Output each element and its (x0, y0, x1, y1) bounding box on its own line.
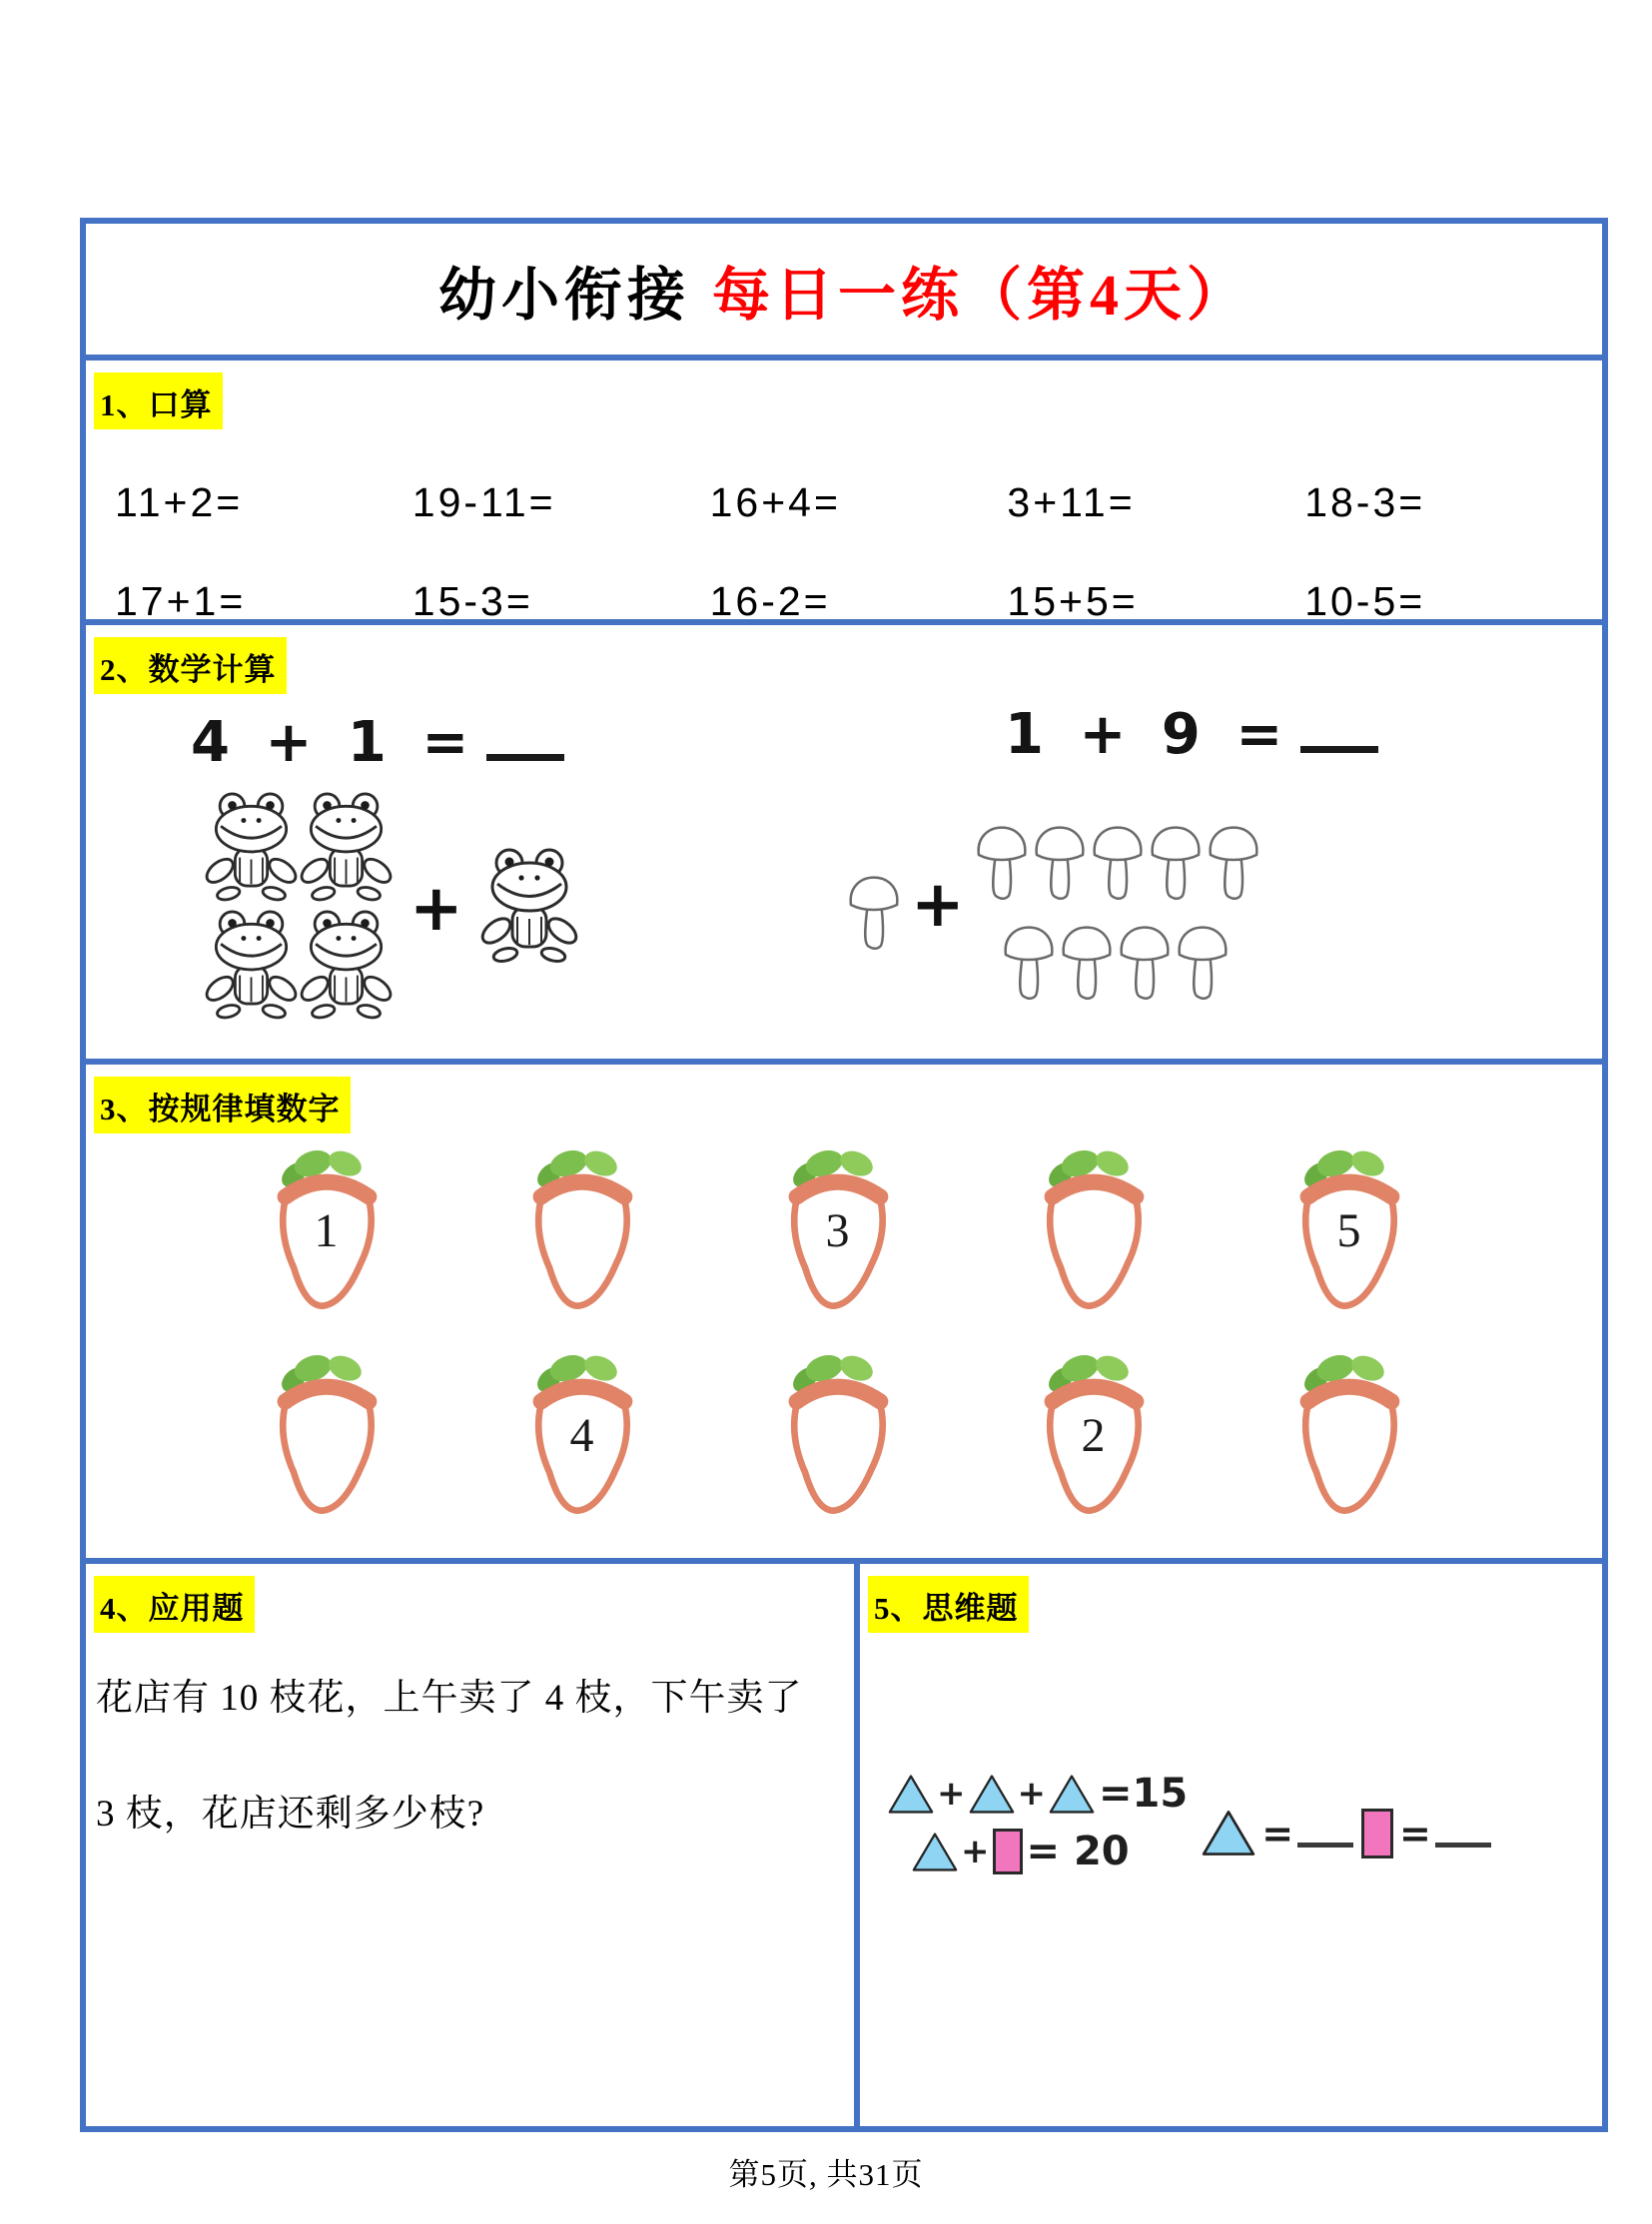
frog-picture-group (204, 791, 845, 1027)
arithmetic-row-1 (86, 479, 1602, 526)
frog-equation: 4 + 1 = (191, 710, 845, 775)
answer-area (1202, 1805, 1499, 1861)
section-thinking-problem (860, 1564, 1602, 2126)
strawberry-cell (260, 1141, 393, 1324)
frog-icon (299, 791, 394, 909)
mushroom-icon (973, 807, 1031, 903)
mushroom-problem (845, 694, 1602, 1003)
plus-sign: + (937, 1774, 966, 1814)
strawberry-cell (1027, 1346, 1160, 1529)
math-problem: 16-2= (709, 578, 831, 624)
frog-icon (479, 847, 579, 971)
word-problem-line-2: 3 枝，花店还剩多少枝? (96, 1794, 485, 1835)
worksheet-table (80, 218, 1608, 2132)
triangle-icon (888, 1774, 934, 1815)
pattern-number: 1 (314, 1204, 339, 1257)
mushroom-group-of-nine (973, 807, 1262, 1003)
strawberry-cell (260, 1346, 393, 1529)
shape-equations (888, 1771, 1188, 1874)
strawberry-icon (260, 1346, 393, 1529)
triangle-square-equation (912, 1829, 1188, 1874)
pattern-number: 2 (1081, 1409, 1106, 1462)
plus-sign: + (410, 872, 463, 946)
math-problem: 17+1= (115, 578, 247, 624)
section-oral-arithmetic (86, 361, 1602, 625)
strawberry-icon (771, 1346, 904, 1529)
mushroom-icon (845, 857, 903, 953)
page-title (438, 248, 1249, 332)
math-problem: 16+4= (709, 479, 841, 525)
math-problem: 15-3= (412, 578, 533, 624)
section5-heading: 5、思维题 (868, 1576, 1029, 1633)
pattern-number: 3 (825, 1204, 850, 1257)
math-problem: 19-11= (412, 479, 556, 525)
strawberry-cell (771, 1141, 904, 1324)
triangle-icon (969, 1774, 1015, 1815)
triangle-equation (888, 1771, 1188, 1817)
section2-heading: 2、数学计算 (94, 637, 287, 694)
mushroom-picture-group (845, 807, 1602, 1003)
answer-blank (1300, 738, 1378, 753)
plus-sign: + (911, 868, 965, 942)
strawberry-icon (515, 1141, 648, 1324)
strawberry-row-2 (86, 1346, 1602, 1529)
page-title-black: 幼小衔接 (437, 262, 690, 328)
answer-blank (486, 746, 564, 761)
strawberry-cell (771, 1346, 904, 1529)
answer-blank (1435, 1837, 1491, 1848)
section4-heading: 4、应用题 (94, 1576, 255, 1633)
plus-sign: + (961, 1832, 990, 1871)
plus-sign: + (1017, 1774, 1046, 1814)
strawberry-cell (515, 1141, 648, 1324)
section3-heading: 3、按规律填数字 (94, 1077, 351, 1133)
answer-blank (1297, 1837, 1353, 1848)
strawberry-icon (1282, 1346, 1415, 1529)
equals-sign: = (1261, 1811, 1294, 1855)
strawberry-cell (1027, 1141, 1160, 1324)
triangle-icon (912, 1832, 958, 1872)
frog-icon (204, 791, 299, 909)
frog-group-of-four (204, 791, 394, 1027)
mushroom-equation: 1 + 9 = (1005, 702, 1602, 767)
frog-icon (299, 909, 394, 1027)
frog-problem (86, 694, 845, 1027)
equation-result: = 20 (1026, 1829, 1130, 1874)
strawberry-cell (1282, 1346, 1415, 1529)
pattern-number: 5 (1336, 1204, 1361, 1257)
word-problem-line-1: 花店有 10 枝花，上午卖了 4 枝，下午卖了 (96, 1678, 803, 1719)
square-icon (1361, 1809, 1393, 1858)
math-problem: 3+11= (1007, 479, 1136, 525)
page-number: 第5页, 共31页 (728, 2157, 924, 2192)
strawberry-icon (1027, 1141, 1160, 1324)
mushroom-icon (1174, 907, 1232, 1003)
strawberry-row-1 (86, 1141, 1602, 1324)
arithmetic-row-2 (86, 578, 1602, 625)
section-picture-math (86, 625, 1602, 1065)
shape-equation-diagram (888, 1771, 1602, 1874)
square-icon (993, 1829, 1023, 1874)
math-problem: 10-5= (1304, 578, 1426, 624)
strawberry-cell (515, 1346, 648, 1529)
mushroom-icon (1205, 807, 1262, 903)
triangle-icon (1202, 1805, 1255, 1861)
title-row (86, 224, 1602, 361)
mushroom-icon (1116, 907, 1174, 1003)
equation-result: =15 (1099, 1771, 1189, 1817)
mushroom-icon (1031, 807, 1089, 903)
math-problem: 15+5= (1007, 578, 1139, 624)
equals-sign: = (1399, 1811, 1431, 1855)
section1-heading: 1、口算 (94, 372, 223, 429)
mushroom-icon (1058, 907, 1116, 1003)
math-problem: 18-3= (1304, 479, 1426, 525)
page-title-red: 每日一练（第4天） (712, 262, 1250, 328)
section-number-pattern (86, 1065, 1602, 1564)
picture-math-body (86, 694, 1602, 1027)
mushroom-icon (1089, 807, 1147, 903)
mushroom-icon (1147, 807, 1205, 903)
section-word-problem (86, 1564, 860, 2126)
mushroom-icon (1000, 907, 1058, 1003)
pattern-number: 4 (569, 1409, 594, 1462)
strawberry-cell (1282, 1141, 1415, 1324)
math-problem: 11+2= (115, 479, 244, 525)
frog-icon (204, 909, 299, 1027)
bottom-sections (86, 1564, 1602, 2126)
triangle-icon (1049, 1774, 1095, 1815)
